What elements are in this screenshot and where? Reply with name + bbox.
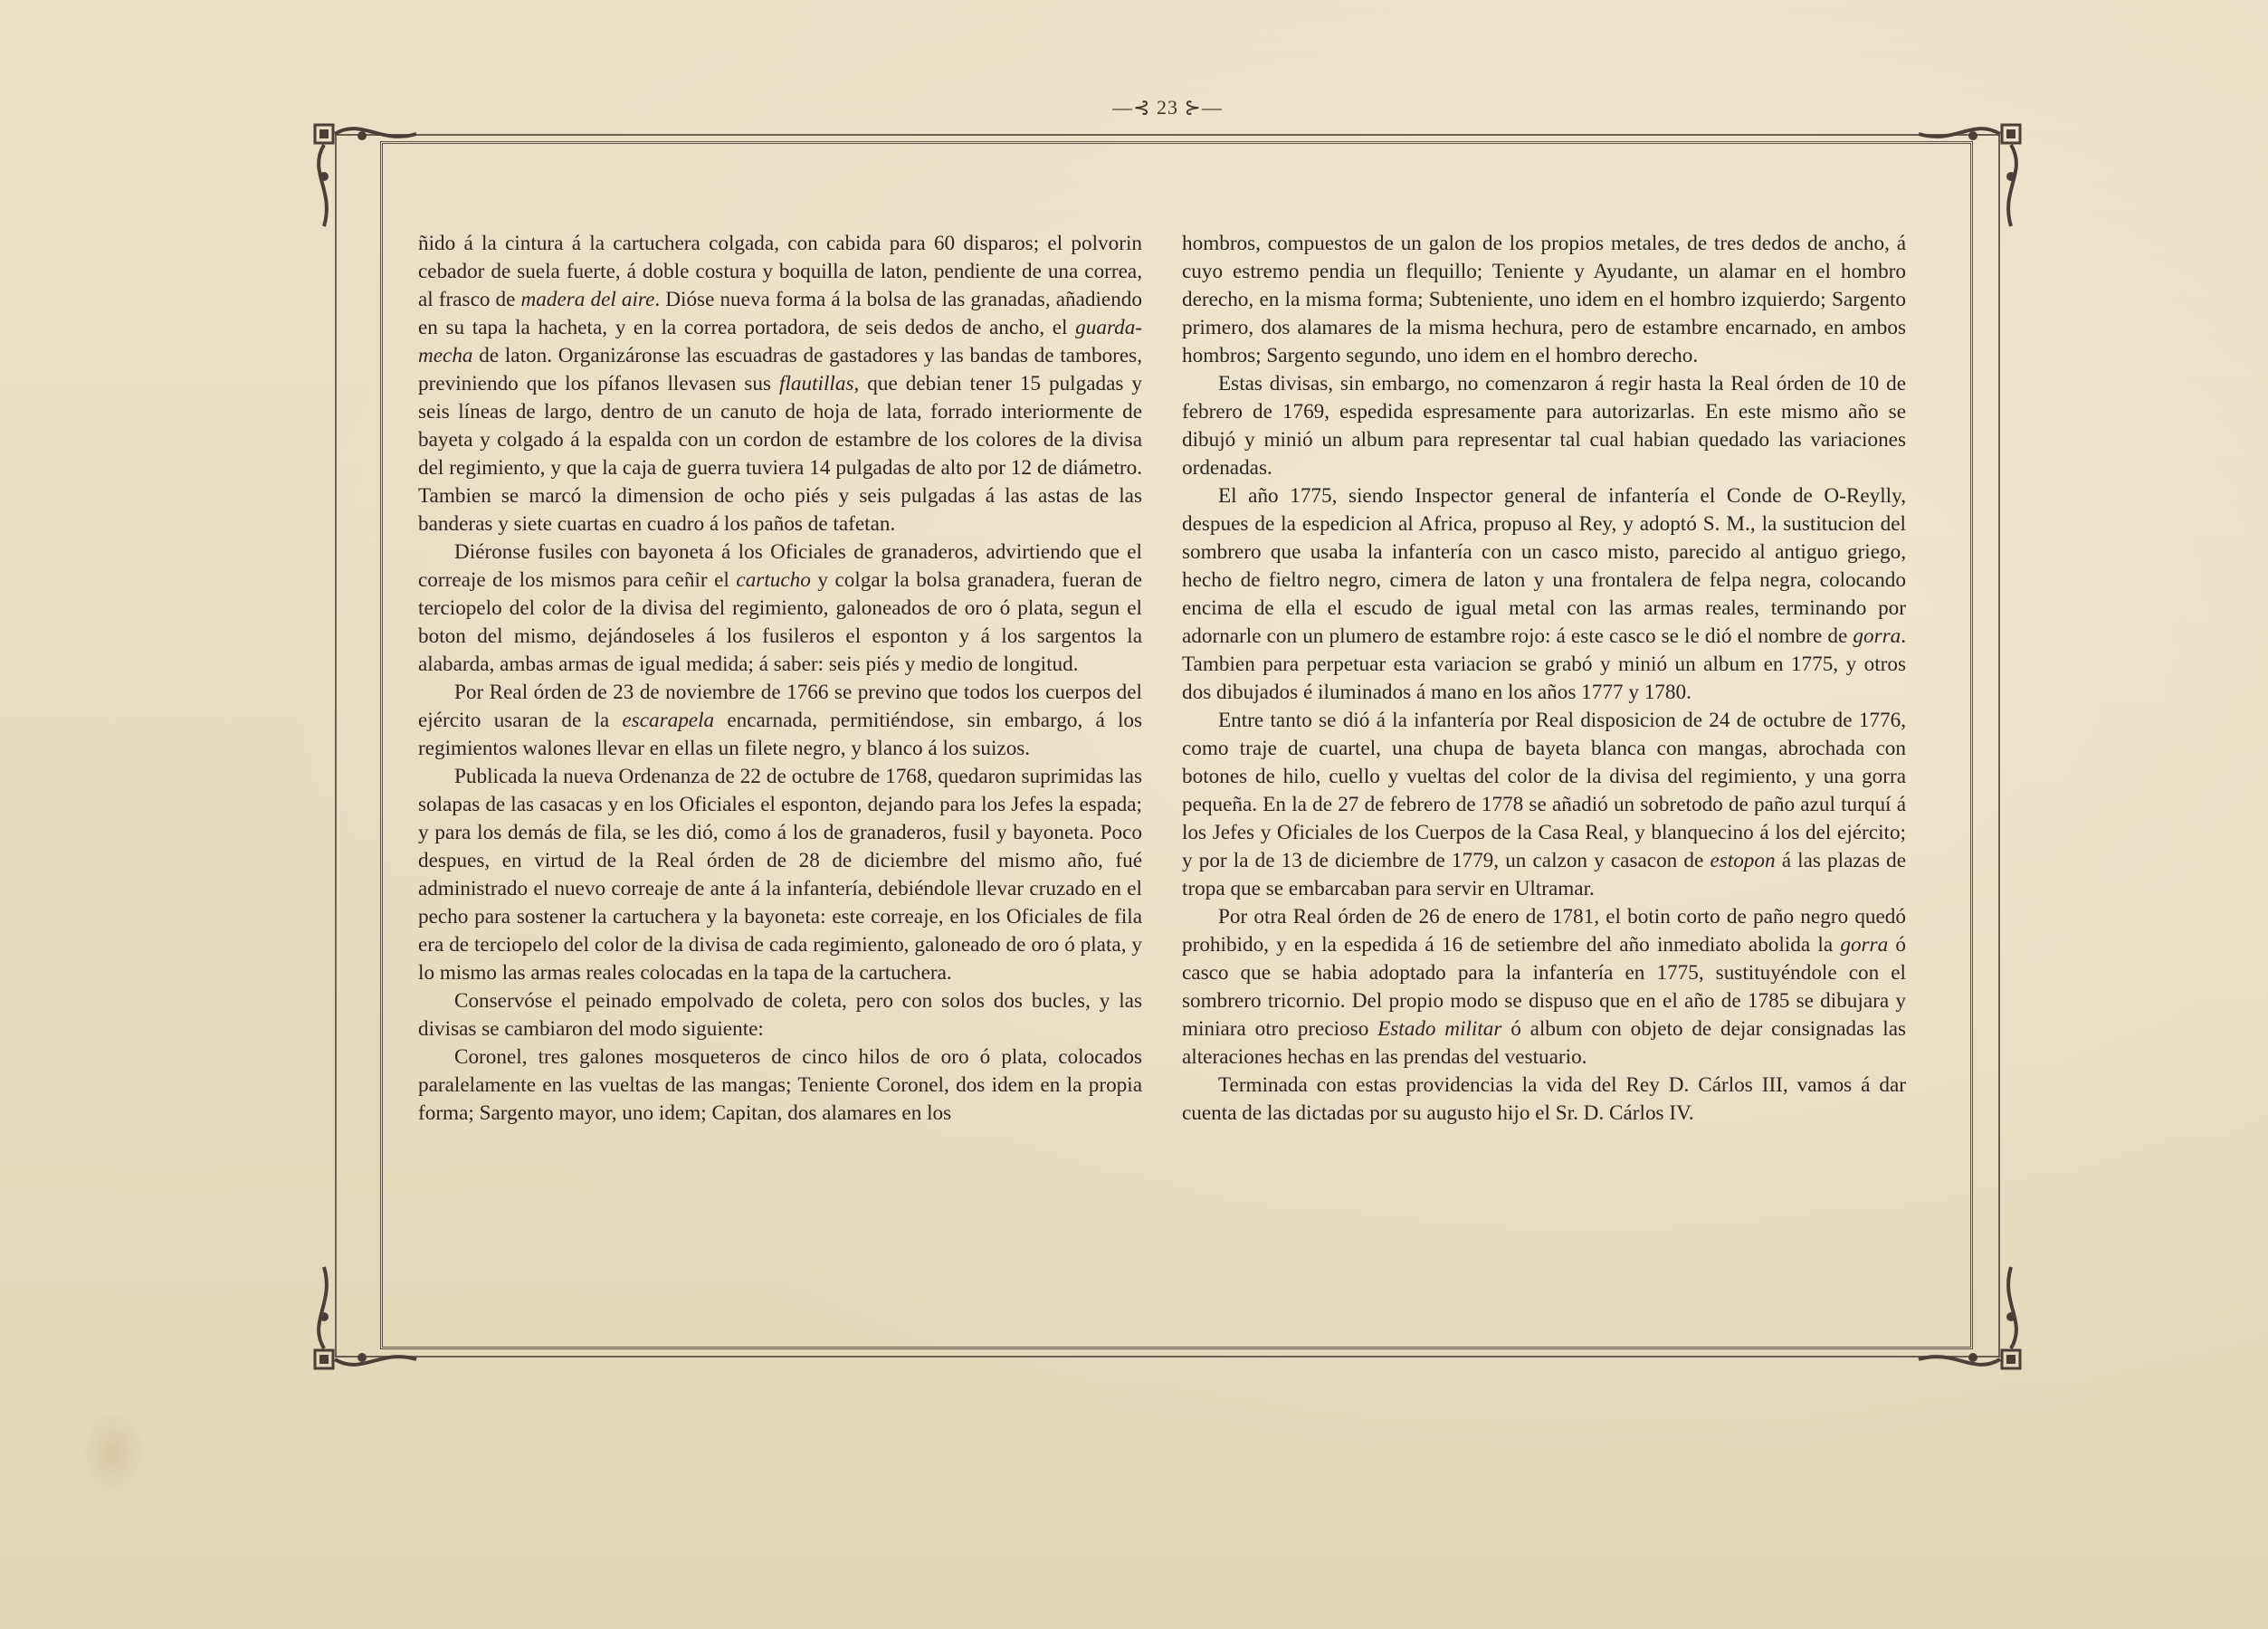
paragraph: Por otra Real órden de 26 de enero de 1781, el botin corto de paño negro quedó prohibido, y en la espedida á 16 de setiembre del año inmediato abolida la gorra ó casco que se habia adoptado para la infantería en 1775, sustituyéndole con el sombrero tricornio. Del propio modo se dispuso que en el año de 1785 se dibujara y miniara otro precioso Estado militar ó album con objeto de dejar consignadas las alteraciones hechas en las prendas del vestuario. [1182, 905, 1907, 1069]
corner-ornament-icon [1892, 109, 2027, 244]
paragraph: hombros, compuestos de un galon de los propios metales, de tres dedos de ancho, á cuyo estremo pendia un flequillo; Teniente y Ayudante, un alamar en el hombro derecho, en la misma forma; Subteniente, uno idem en el hombro izquierdo; Sargento primero, dos alamares de la misma hechura, pero de estambre encarnado, en ambos hombros; Sargento segundo, uno idem en el hombro derecho. [1182, 232, 1906, 367]
paragraph: Terminada con estas providencias la vida del Rey D. Cárlos III, vamos á dar cuenta de las dictadas por su augusto hijo el Sr. D. Cárlos IV. [1182, 1073, 1906, 1125]
paragraph: Conservóse el peinado empolvado de coleta, pero con solos dos bucles, y las divisas se cambiaron del modo siguiente: [418, 989, 1142, 1041]
text-column-left [418, 230, 1142, 1128]
paragraph: Coronel, tres galones mosqueteros de cinco hilos de oro ó plata, colocados paralelamente en las vueltas de las mangas; Teniente Coronel, dos idem en la propia forma; Sargento mayor, uno idem; Capitan, dos alamares en los [418, 1045, 1142, 1125]
corner-ornament-icon [1892, 1249, 2027, 1385]
paper-stain [81, 1412, 145, 1493]
paragraph: Por Real órden de 23 de noviembre de 1766 se previno que todos los cuerpos del ejército usaran de la escarapela encarnada, permitiéndose, sin embargo, á los regimientos walones llevar en ellas un filete negro, y blanco á los suizos. [418, 681, 1143, 760]
paragraph: Entre tanto se dió á la infantería por Real disposicion de 24 de octubre de 1776, como traje de cuartel, una chupa de bayeta blanca con mangas, abrochada con botones de hilo, cuello y vueltas del color de la divisa del regimiento, y una gorra pequeña. En la de 27 de febrero de 1778 se añadió un sobretodo de paño azul turquí á los Jefes y Oficiales de los Cuerpos de la Casa Real, y blanquecino á los del ejército; y por la de 13 de diciembre de 1779, un calzon y casacon de estopon á las plazas de tropa que se embarcaban para servir en Ultramar. [1182, 709, 1906, 900]
text-column-right [1182, 230, 1906, 1128]
frame-line-top [335, 134, 2000, 136]
frame-line-right [1998, 136, 2000, 1356]
paragraph: Diéronse fusiles con bayoneta á los Oficiales de granaderos, advirtiendo que el correaje de los mismos para ceñir el cartucho y colgar la bolsa granadera, fueran de terciopelo del color de la divisa del regimiento, galoneados de oro ó plata, segun el boton del mismo, dejándoseles á los fusileros el esponton y á los sargentos la alabarda, ambas armas de igual medida; á saber: seis piés y medio de longitud. [418, 540, 1143, 676]
corner-ornament-icon [308, 1249, 443, 1385]
page-number: —⊰ 23 ⊱— [1112, 96, 1223, 119]
paragraph: Estas divisas, sin embargo, no comenzaron á regir hasta la Real órden de 10 de febrero de 1769, espedida espresamente para autorizarlas. En este mismo año se dibujó y minió un album para representar tal cual habian quedado las variaciones ordenadas. [1182, 372, 1906, 480]
paragraph: El año 1775, siendo Inspector general de infantería el Conde de O-Reylly, despues de la espedicion al Africa, propuso al Rey, y adoptó S. M., la sustitucion del sombrero que usaba la infantería con un casco misto, parecido al antiguo griego, hecho de fieltro negro, cimera de laton y una frontalera de felpa negra, colocando encima de ella el escudo de igual metal con las armas reales, terminando por adornarle con un plumero de estambre rojo: á este casco se le dió el nombre de gorra. Tambien para perpetuar esta variacion se grabó y minió un album en 1775, y otros dos dibujados é iluminados á mano en los años 1777 y 1780. [1182, 484, 1907, 704]
frame-line-left [335, 136, 337, 1356]
corner-ornament-icon [308, 109, 443, 244]
frame-line-bottom [335, 1356, 2000, 1358]
paragraph: ñido á la cintura á la cartuchera colgada, con cabida para 60 disparos; el polvorin cebador de suela fuerte, á doble costura y boquilla de laton, pendiente de una correa, al frasco de madera del aire. Dióse nueva forma á la bolsa de las granadas, añadiendo en su tapa la hacheta, y en la correa portadora, de seis dedos de ancho, el guarda-mecha de laton. Organizáronse las escuadras de gastadores y las bandas de tambores, previniendo que los pífanos llevasen sus flautillas, que debian tener 15 pulgadas y seis líneas de largo, dentro de un canuto de hoja de lata, forrado interiormente de bayeta y colgado á la espalda con un cordon de estambre de los colores de la divisa del regimiento, y que la caja de guerra tuviera 14 pulgadas de alto por 12 de diámetro. Tambien se marcó la dimension de ocho piés y seis pulgadas á las astas de las banderas y siete cuartas en cuadro á los paños de tafetan. [418, 232, 1143, 536]
paragraph: Publicada la nueva Ordenanza de 22 de octubre de 1768, quedaron suprimidas las solapas de las casacas y en los Oficiales el esponton, dejando para los Jefes la espada; y para los demás de fila, se les dió, como á los de granaderos, fusil y bayoneta. Poco despues, en virtud de la Real órden de 28 de diciembre del mismo año, fué administrado el nuevo correaje de ante á la infantería, debiéndole llevar cruzado en el pecho para sostener la cartuchera y la bayoneta: este correaje, en los Oficiales de fila era de terciopelo del color de la divisa de cada regimiento, galoneado de oro ó plata, y lo mismo las armas reales colocadas en la tapa de la cartuchera. [418, 765, 1142, 985]
